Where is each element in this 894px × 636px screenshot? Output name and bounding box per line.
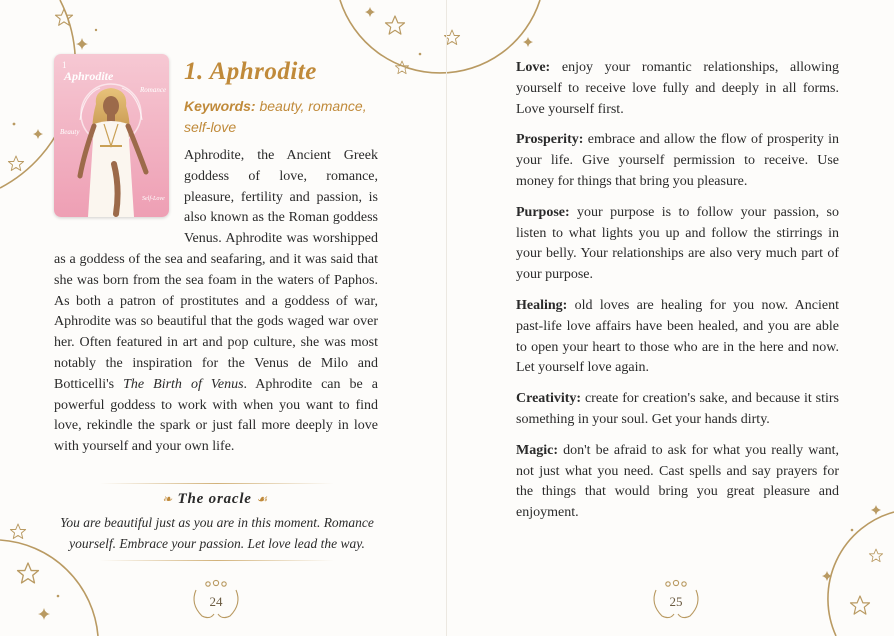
meaning-healing bbox=[516, 296, 839, 379]
page-number-right: 25 bbox=[669, 594, 683, 609]
meaning-text: create for creation's sake, and because it stirs something in your soul. Get your hands dirty. bbox=[516, 391, 839, 427]
card-name: Aphrodite bbox=[64, 69, 114, 83]
flourish-icon: ☙︎ bbox=[256, 492, 268, 506]
meaning-term: Prosperity: bbox=[516, 132, 584, 148]
card-label-top: Romance bbox=[140, 86, 167, 94]
meaning-text: old loves are healing for you now. Ancient past-life love affairs have been healed, and you are able to open your heart to those who are in the here and now. Let yourself love again. bbox=[516, 297, 839, 376]
meaning-text: don't be afraid to ask for what you really want, not just what you need. Cast spells and say prayers for the things that would bring you great pleasure and enjoyment. bbox=[516, 442, 839, 521]
meaning-term: Creativity: bbox=[516, 391, 582, 407]
card-label-left: Beauty bbox=[60, 128, 80, 136]
keywords-label: Keywords: bbox=[184, 98, 256, 114]
description-paragraph bbox=[54, 146, 378, 458]
meaning-term: Purpose: bbox=[516, 204, 570, 220]
page-title: 1. Aphrodite bbox=[184, 58, 317, 85]
description-text-2: . Aphrodite can be a powerful goddess to work with when you want to find love, rekindle the spark or just fall more deeply in love with yourself and your own life. bbox=[54, 376, 378, 455]
description-text-1: Aphrodite, the Ancient Greek goddess of love, romance, pleasure, fertility and passion, is also known as the Roman goddess Venus. Aphrodite was worshipped as a goddess of the sea and seafaring, and it was said that she was born from the sea foam in the waters of Paphos. As both a patron of prostitutes and a goddess of war, Aphrodite was so beautiful that the gods waged war over her. Often featured in art and pop culture, she was most notably the inspiration for the Venus de Milo and Botticelli's bbox=[54, 148, 378, 392]
meaning-term: Love: bbox=[516, 60, 551, 75]
meaning-term: Magic: bbox=[516, 442, 558, 458]
keywords-text: beauty, romance, self-love bbox=[184, 98, 367, 135]
meaning-love bbox=[516, 58, 839, 120]
divider-top bbox=[100, 483, 334, 484]
keywords bbox=[184, 96, 379, 138]
divider-bottom bbox=[100, 560, 334, 561]
meaning-text: enjoy your romantic relationships, allowing yourself to receive love fully and deeply in all forms. Love yourself first. bbox=[516, 60, 839, 117]
meaning-purpose bbox=[516, 203, 839, 286]
meaning-magic bbox=[516, 441, 839, 524]
page-number-left: 24 bbox=[209, 594, 223, 609]
oracle-heading-text: The oracle bbox=[177, 491, 252, 507]
meaning-creativity bbox=[516, 389, 839, 431]
card-number: 1 bbox=[62, 60, 67, 70]
oracle-heading bbox=[100, 491, 330, 508]
meaning-text: embrace and allow the flow of prosperity in your life. Give yourself permission to receive. Use money for things that bring you pleasure. bbox=[516, 132, 839, 189]
meanings-list bbox=[516, 58, 839, 534]
oracle-message: You are beautiful just as you are in this moment. Romance yourself. Embrace your passion. Let love lead the way. bbox=[60, 515, 374, 551]
meaning-term: Healing: bbox=[516, 297, 568, 313]
flourish-icon: ❧︎ bbox=[162, 492, 173, 506]
artwork-title: The Birth of Venus bbox=[123, 376, 244, 392]
card-label-bottom: Self-Love bbox=[142, 196, 165, 202]
meaning-prosperity bbox=[516, 130, 839, 192]
meaning-text: your purpose is to follow your passion, so listen to what lights you up and follow the stirrings in your belly. Your relationships are also very much part of your purpose. bbox=[516, 204, 839, 283]
